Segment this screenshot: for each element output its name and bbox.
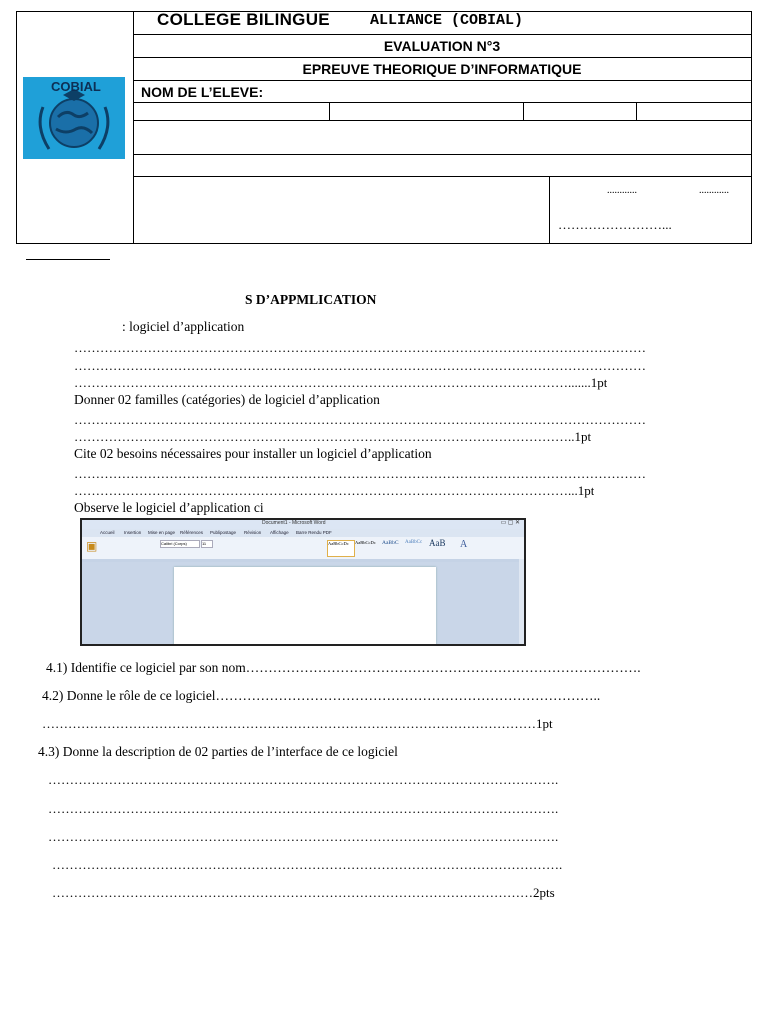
word-screenshot — [80, 518, 526, 646]
answer-line-points: ……………………………………………………………………………………………………...1pt — [74, 483, 595, 498]
underline-rule — [26, 259, 110, 260]
question-4-3: 4.3) Donne la description de 02 parties de l’interface de ce logiciel — [38, 744, 398, 759]
blank-row — [133, 155, 751, 177]
answer-line: ………………………………………………………………………………………………………. — [48, 829, 559, 844]
answer-line: …………………………………………………………………………………………………………………… — [74, 466, 646, 481]
blank-row — [133, 121, 751, 155]
tab-references: Références — [180, 530, 204, 535]
school-row — [133, 12, 751, 35]
logo-cell — [17, 12, 134, 243]
ribbon — [82, 537, 524, 560]
style-title: AaB — [429, 538, 446, 548]
mark-dots: ............ — [699, 185, 729, 196]
paste-icon: ▣ — [86, 539, 98, 553]
question-2: Donner 02 familles (catégories) de logiciel d’application — [74, 392, 380, 407]
student-label: NOM DE L’ELEVE: — [141, 84, 264, 100]
answer-line-points: …………………………………………………………………………………………………….......1pt — [74, 375, 608, 390]
tab-accueil: Accueil — [100, 530, 115, 535]
cell-divider — [523, 103, 524, 120]
answer-line: …………………………………………………………………………………………………………………… — [74, 340, 646, 355]
question-4-2: 4.2) Donne le rôle de ce logiciel………………………………………………………………………….. — [42, 688, 601, 703]
student-row — [133, 81, 751, 103]
tab-insertion: Insertion — [124, 530, 142, 535]
tab-pdf: Barre Rendu PDF — [296, 530, 332, 535]
tab-mise-en-page: Mise en page — [148, 530, 176, 535]
style-heading-1: AaBbC — [382, 540, 399, 546]
answer-line-points: ……………………………………………………………………………………………………1pt — [42, 716, 553, 731]
change-styles-icon: A — [460, 539, 468, 550]
evaluation-title: EVALUATION N°3 — [383, 38, 501, 54]
tab-revision: Révision — [244, 530, 262, 535]
logo-text: COBIAL — [51, 79, 101, 94]
answer-line: …………………………………………………………………………………………………………………… — [74, 412, 646, 427]
tab-affichage: Affichage — [270, 530, 289, 535]
style-heading-2: AaBbCc — [405, 540, 423, 545]
section-title: S D’APPMLICATION — [245, 292, 377, 307]
school-name-rest: ALLIANCE (COBIAL) — [370, 12, 524, 29]
font-size-box: 11 — [201, 540, 213, 548]
window-title: Document1 - Microsoft Word — [262, 520, 326, 526]
style-no-spacing: AaBbCcDc — [355, 540, 376, 545]
font-box: Calibri (Corps) — [160, 540, 200, 548]
mark-cell-divider — [549, 177, 550, 244]
info-row — [133, 103, 751, 121]
answer-line-points: ……………………………………………………………………………………………………..1pt — [74, 429, 592, 444]
cell-divider — [636, 103, 637, 120]
mark-dots: ……………………... — [558, 217, 672, 232]
answer-line: ………………………………………………………………………………………………………. — [48, 772, 559, 787]
question-3: Cite 02 besoins nécessaires pour installer un logiciel d’application — [74, 446, 432, 461]
ribbon-tabs — [82, 529, 524, 537]
tab-publipostage: Publipostage — [210, 530, 237, 535]
window-controls-icon: ▭ ▢ ✕ — [500, 520, 520, 526]
school-name-bold: COLLEGE BILINGUE — [157, 10, 330, 29]
answer-line: ………………………………………………………………………………………………………. — [52, 857, 563, 872]
document-page — [174, 567, 436, 646]
question-4-1: 4.1) Identifie ce logiciel par son nom……………………………………………………………………………. — [46, 660, 641, 675]
school-logo — [23, 77, 125, 159]
style-normal: AaBbCcDc — [327, 540, 355, 557]
answer-line: …………………………………………………………………………………………………………………… — [74, 358, 646, 373]
cell-divider — [329, 103, 330, 120]
mark-dots: ............ — [607, 185, 637, 196]
answer-line: ………………………………………………………………………………………………………. — [48, 801, 559, 816]
question-4: Observe le logiciel d’application ci — [74, 500, 264, 515]
answer-line-points: …………………………………………………………………………………………………2pts — [52, 885, 555, 900]
exam-row — [133, 58, 751, 81]
scrollbar — [519, 559, 524, 644]
evaluation-row — [133, 35, 751, 58]
exam-title: EPREUVE THEORIQUE D’INFORMATIQUE — [302, 61, 582, 77]
question-1: : logiciel d’application — [122, 319, 245, 334]
ruler — [82, 559, 524, 562]
header-table — [16, 11, 752, 244]
